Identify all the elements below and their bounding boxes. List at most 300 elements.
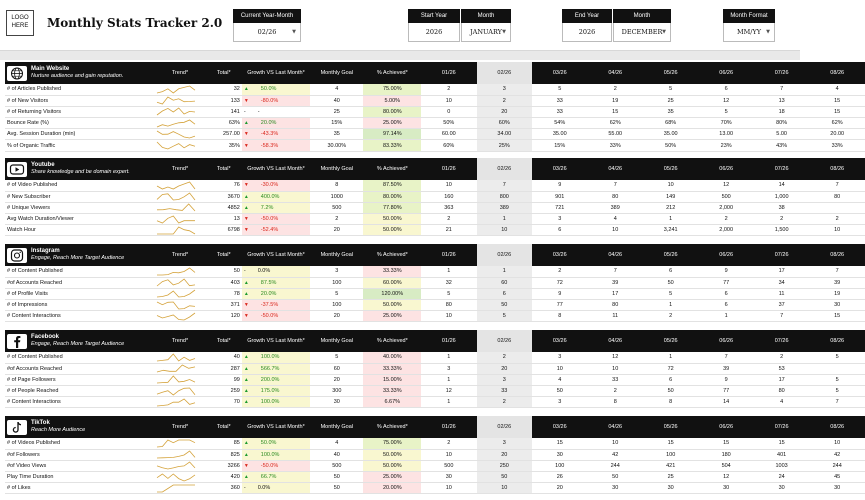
month-value[interactable]: 33% (587, 140, 642, 151)
goal-value[interactable]: 5 (310, 288, 363, 299)
month-value[interactable]: 4 (532, 374, 587, 385)
month-value[interactable]: 2 (587, 386, 642, 397)
month-value[interactable]: 62% (587, 118, 642, 129)
globe-icon (7, 66, 27, 81)
goal-value[interactable]: 1000 (310, 191, 363, 202)
metric-label: # of Video Published (5, 180, 154, 191)
goal-value[interactable]: 5 (310, 352, 363, 363)
month-value[interactable]: 13.00 (698, 129, 753, 140)
goal-value[interactable]: 35 (310, 129, 363, 140)
table-row (5, 483, 865, 494)
month-value[interactable]: 10 (587, 438, 642, 449)
month-value[interactable]: 4 (809, 84, 865, 95)
month-value[interactable]: 401 (754, 449, 809, 460)
total-value: 85 (206, 438, 242, 449)
metric-label: # of Content Published (5, 352, 154, 363)
goal-value[interactable]: 30 (310, 397, 363, 408)
month-value[interactable]: 33 (587, 374, 642, 385)
month-value[interactable]: 1 (477, 266, 532, 277)
goal-value[interactable]: 25 (310, 106, 363, 117)
month-value[interactable]: 30 (754, 483, 809, 494)
month-value[interactable]: 3,241 (643, 225, 698, 236)
goal-value[interactable]: 4 (310, 84, 363, 95)
month-value[interactable]: 18 (754, 106, 809, 117)
section-description: Reach More Audience (31, 427, 86, 433)
month-value[interactable]: 80 (587, 191, 642, 202)
month-value[interactable]: 5 (809, 386, 865, 397)
trend-sparkline (156, 461, 196, 470)
month-value[interactable]: 9 (698, 374, 753, 385)
trend-sparkline (156, 85, 196, 94)
achieved-value: 25.00% (363, 472, 421, 483)
month-value[interactable]: 901 (532, 191, 587, 202)
month-value[interactable]: 1 (643, 352, 698, 363)
month-value[interactable]: 17 (754, 266, 809, 277)
metric-label: # Content Interactions (5, 397, 154, 408)
month-value[interactable]: 50% (421, 118, 476, 129)
month-value[interactable]: 12 (421, 386, 476, 397)
goal-value[interactable]: 500 (310, 202, 363, 213)
month-value[interactable]: 12 (698, 180, 753, 191)
month-value[interactable]: 1 (477, 214, 532, 225)
tiktok-icon (7, 420, 27, 435)
metric-label: # of Page Followers (5, 374, 154, 385)
month-value[interactable]: 45 (809, 472, 865, 483)
month-value[interactable]: 35.00 (532, 129, 587, 140)
month-value[interactable]: 8 (587, 397, 642, 408)
month-value[interactable]: 2 (421, 214, 476, 225)
growth-value: 100.0% (260, 399, 280, 406)
month-value[interactable]: 3 (477, 374, 532, 385)
facebook-icon (7, 334, 27, 349)
month-value[interactable]: 180 (698, 449, 753, 460)
month-value[interactable]: 3 (477, 438, 532, 449)
trend-cell (154, 140, 205, 151)
month-value[interactable]: 1 (698, 311, 753, 322)
month-value[interactable]: 6 (698, 300, 753, 311)
month-value[interactable]: 25 (643, 95, 698, 106)
month-value[interactable]: 80 (754, 386, 809, 397)
month-value[interactable]: 25% (477, 140, 532, 151)
month-value[interactable]: 20.00 (809, 129, 865, 140)
month-value[interactable]: 10 (421, 180, 476, 191)
month-value[interactable]: 5 (477, 311, 532, 322)
growth-value: 0.0% (257, 485, 271, 492)
month-value[interactable]: 800 (477, 191, 532, 202)
month-value[interactable]: 11 (587, 311, 642, 322)
month-value[interactable]: 20 (477, 363, 532, 374)
goal-value[interactable]: 8 (310, 180, 363, 191)
month-value[interactable]: 389 (477, 202, 532, 213)
month-value[interactable]: 149 (643, 191, 698, 202)
growth-cell (242, 386, 310, 397)
month-value[interactable]: 8 (643, 397, 698, 408)
month-value[interactable]: 60.00 (421, 129, 476, 140)
start-year-input[interactable]: 2026 (408, 23, 460, 42)
month-format-select[interactable] (723, 23, 775, 42)
month-value[interactable]: 53 (754, 363, 809, 374)
month-value[interactable]: 21 (421, 225, 476, 236)
month-value[interactable]: 77 (698, 386, 753, 397)
month-value[interactable]: 15 (809, 311, 865, 322)
col-total: Total* (206, 158, 242, 180)
month-value[interactable]: 4 (754, 397, 809, 408)
month-value[interactable]: 33 (477, 386, 532, 397)
col-month: 07/26 (754, 158, 809, 180)
month-value[interactable]: 42 (587, 449, 642, 460)
month-value[interactable]: 50 (643, 386, 698, 397)
month-value[interactable]: 12 (587, 352, 642, 363)
month-value[interactable]: 35.00 (643, 129, 698, 140)
month-value[interactable]: 15 (754, 438, 809, 449)
month-value[interactable]: 30 (698, 483, 753, 494)
metric-label: # of People Reached (5, 386, 154, 397)
month-value[interactable]: 2 (421, 438, 476, 449)
end-month-label: Month (613, 9, 671, 23)
month-value[interactable]: 24 (754, 472, 809, 483)
arrow-up-icon: ▲ (243, 204, 249, 211)
growth-cell (242, 460, 310, 471)
month-value[interactable]: 20 (532, 483, 587, 494)
month-value[interactable]: 504 (698, 460, 753, 471)
month-value[interactable]: 10 (587, 225, 642, 236)
month-value[interactable]: 500 (698, 191, 753, 202)
goal-value[interactable]: 3 (310, 266, 363, 277)
achieved-value: 50.00% (363, 225, 421, 236)
table-row (5, 84, 865, 95)
month-value[interactable]: 10 (532, 363, 587, 374)
month-value[interactable]: 72 (643, 363, 698, 374)
goal-value[interactable]: 100 (310, 300, 363, 311)
month-value[interactable]: 54% (532, 118, 587, 129)
month-value[interactable]: 10 (421, 311, 476, 322)
month-value[interactable]: 1 (421, 397, 476, 408)
month-value[interactable]: 2 (477, 95, 532, 106)
month-value[interactable]: 2,000 (698, 225, 753, 236)
trend-sparkline (156, 398, 196, 407)
month-value[interactable]: 5 (643, 288, 698, 299)
month-value[interactable]: 14 (698, 397, 753, 408)
month-value[interactable]: 10 (421, 95, 476, 106)
month-value[interactable]: 19 (809, 288, 865, 299)
month-value[interactable]: 2 (809, 214, 865, 225)
month-value[interactable]: 3 (532, 397, 587, 408)
month-value[interactable] (809, 363, 865, 374)
goal-value[interactable]: 2 (310, 214, 363, 225)
month-value[interactable]: 15 (587, 106, 642, 117)
month-value[interactable]: 1 (643, 214, 698, 225)
month-value[interactable]: 15% (532, 140, 587, 151)
col-trend: Trend* (154, 158, 205, 180)
goal-value[interactable]: 50 (310, 472, 363, 483)
goal-value[interactable]: 20 (310, 311, 363, 322)
trend-sparkline (156, 375, 196, 384)
month-value[interactable]: 5.00 (754, 129, 809, 140)
month-value[interactable]: 7 (809, 397, 865, 408)
month-value[interactable]: 30 (643, 483, 698, 494)
goal-value[interactable]: 40 (310, 449, 363, 460)
month-value[interactable]: 50 (532, 386, 587, 397)
month-value[interactable]: 7 (698, 352, 753, 363)
month-value[interactable]: 39 (698, 363, 753, 374)
growth-value: 87.5% (260, 279, 277, 286)
current-month-control (233, 9, 301, 44)
section-description: Share knowledge and be domain expert. (31, 169, 130, 175)
month-value[interactable]: 10 (477, 225, 532, 236)
section-description: Engage, Reach More Target Audience (31, 341, 125, 347)
month-value[interactable]: 100 (532, 460, 587, 471)
month-value[interactable]: 2 (698, 214, 753, 225)
month-value[interactable]: 9 (532, 288, 587, 299)
start-month-select[interactable] (461, 23, 511, 42)
current-month-label: Current Year-Month (233, 9, 301, 23)
month-value[interactable]: 7 (587, 180, 642, 191)
trend-sparkline (156, 364, 196, 373)
month-value[interactable]: 39 (587, 277, 642, 288)
month-value[interactable]: 10 (477, 483, 532, 494)
goal-value[interactable]: 300 (310, 386, 363, 397)
trend-sparkline (156, 226, 196, 235)
month-value[interactable]: 3 (532, 214, 587, 225)
col-month: 01/26 (421, 244, 476, 266)
month-value[interactable]: 3 (532, 352, 587, 363)
month-value[interactable]: 10 (587, 363, 642, 374)
month-value[interactable]: 6 (698, 84, 753, 95)
month-value[interactable]: 2 (754, 214, 809, 225)
growth-cell (242, 129, 310, 140)
section-name: Main Website (31, 66, 70, 72)
month-value[interactable]: 7 (809, 180, 865, 191)
month-value[interactable]: 2 (754, 352, 809, 363)
month-value[interactable]: 7 (477, 180, 532, 191)
goal-value[interactable]: 100 (310, 277, 363, 288)
month-value[interactable]: 33% (809, 140, 865, 151)
month-value[interactable]: 1 (643, 300, 698, 311)
month-value[interactable]: 68% (643, 118, 698, 129)
month-value[interactable]: 35 (643, 106, 698, 117)
month-value[interactable]: 25 (643, 472, 698, 483)
month-value[interactable] (809, 202, 865, 213)
month-value[interactable]: 0 (421, 106, 476, 117)
month-value[interactable]: 2 (643, 311, 698, 322)
month-value[interactable]: 7 (754, 84, 809, 95)
month-value[interactable]: 3 (421, 363, 476, 374)
month-value[interactable]: 1 (421, 374, 476, 385)
end-year-input[interactable]: 2026 (562, 23, 612, 42)
month-value[interactable]: 363 (421, 202, 476, 213)
month-value[interactable]: 50 (477, 472, 532, 483)
month-value[interactable]: 10 (809, 225, 865, 236)
month-value[interactable]: 26 (532, 472, 587, 483)
goal-value[interactable]: 30.00% (310, 140, 363, 151)
month-value[interactable]: 2 (477, 397, 532, 408)
total-value: 99 (206, 374, 242, 385)
start-month-control (461, 9, 511, 44)
month-value[interactable]: 15 (698, 438, 753, 449)
month-value[interactable]: 20 (477, 449, 532, 460)
month-value[interactable]: 1 (421, 352, 476, 363)
month-value[interactable]: 10 (421, 483, 476, 494)
total-value: 6798 (206, 225, 242, 236)
end-month-control (613, 9, 671, 44)
month-value[interactable]: 2,000 (698, 202, 753, 213)
month-value[interactable]: 1,000 (754, 191, 809, 202)
month-value[interactable]: 34 (754, 277, 809, 288)
goal-value[interactable]: 20 (310, 225, 363, 236)
month-value[interactable]: 30 (809, 300, 865, 311)
month-value[interactable]: 43% (754, 140, 809, 151)
month-value[interactable]: 11 (754, 288, 809, 299)
month-value[interactable]: 30 (421, 472, 476, 483)
month-value[interactable]: 17 (754, 374, 809, 385)
month-value[interactable]: 15 (809, 106, 865, 117)
end-month-select[interactable] (613, 23, 671, 42)
month-value[interactable]: 30 (587, 483, 642, 494)
month-value[interactable]: 50 (477, 300, 532, 311)
month-value[interactable]: 5 (421, 288, 476, 299)
month-format-control (723, 9, 775, 44)
month-value[interactable]: 60% (421, 140, 476, 151)
trend-sparkline (156, 107, 196, 116)
month-value[interactable]: 15 (532, 438, 587, 449)
trend-sparkline (156, 192, 196, 201)
goal-value[interactable]: 15% (310, 118, 363, 129)
month-value[interactable]: 42 (809, 449, 865, 460)
col-month: 08/26 (809, 62, 865, 84)
month-value[interactable]: 37 (754, 300, 809, 311)
month-value[interactable]: 60 (477, 277, 532, 288)
month-value[interactable]: 5 (643, 84, 698, 95)
trend-sparkline (156, 301, 196, 310)
month-value[interactable]: 10 (809, 438, 865, 449)
month-value[interactable]: 4 (587, 214, 642, 225)
month-value[interactable]: 62% (809, 118, 865, 129)
month-value[interactable]: 32 (421, 277, 476, 288)
month-value[interactable]: 50% (643, 140, 698, 151)
month-value[interactable]: 212 (643, 202, 698, 213)
month-value[interactable]: 34.00 (477, 129, 532, 140)
month-value[interactable]: 14 (754, 180, 809, 191)
month-value[interactable]: 6 (643, 374, 698, 385)
month-value[interactable]: 20 (477, 106, 532, 117)
month-value[interactable]: 30 (809, 483, 865, 494)
total-value: 40 (206, 352, 242, 363)
month-value[interactable]: 72 (532, 277, 587, 288)
month-value[interactable]: 39 (809, 277, 865, 288)
month-value[interactable]: 100 (643, 449, 698, 460)
section-description: Engage, Reach More Target Audience (31, 255, 125, 261)
month-value[interactable]: 80 (809, 191, 865, 202)
month-value[interactable]: 500 (421, 460, 476, 471)
month-value[interactable]: 80% (754, 118, 809, 129)
month-value[interactable]: 50 (643, 277, 698, 288)
month-value[interactable]: 77 (698, 277, 753, 288)
month-value[interactable]: 1003 (754, 460, 809, 471)
trend-cell (154, 460, 205, 471)
month-value[interactable]: 5 (809, 374, 865, 385)
month-value[interactable]: 1 (421, 266, 476, 277)
growth-value: 50.0% (260, 86, 277, 93)
month-value[interactable]: 7 (754, 311, 809, 322)
month-value[interactable]: 6 (643, 266, 698, 277)
current-month-select[interactable] (233, 23, 301, 42)
month-value[interactable]: 70% (698, 118, 753, 129)
month-value[interactable]: 2 (587, 84, 642, 95)
month-value[interactable]: 12 (698, 472, 753, 483)
goal-value[interactable]: 60 (310, 363, 363, 374)
month-value[interactable]: 15 (643, 438, 698, 449)
goal-value[interactable]: 20 (310, 374, 363, 385)
month-value[interactable]: 33 (532, 95, 587, 106)
month-value[interactable]: 10 (643, 180, 698, 191)
month-value[interactable]: 2 (477, 352, 532, 363)
month-value[interactable]: 5 (809, 352, 865, 363)
goal-value[interactable]: 50 (310, 483, 363, 494)
month-value[interactable]: 10 (421, 449, 476, 460)
col-month: 03/26 (532, 62, 587, 84)
month-value[interactable]: 2 (421, 84, 476, 95)
goal-value[interactable]: 40 (310, 95, 363, 106)
month-value[interactable]: 2 (532, 266, 587, 277)
month-value[interactable]: 77 (532, 300, 587, 311)
month-value[interactable]: 19 (587, 95, 642, 106)
total-value: 141 (206, 106, 242, 117)
month-value[interactable]: 244 (587, 460, 642, 471)
month-value[interactable]: 12 (698, 95, 753, 106)
goal-value[interactable]: 500 (310, 460, 363, 471)
month-value[interactable]: 60% (477, 118, 532, 129)
month-value[interactable]: 55.00 (587, 129, 642, 140)
month-value[interactable]: 721 (532, 202, 587, 213)
growth-value: -50.0% (260, 462, 279, 469)
month-value[interactable]: 6 (477, 288, 532, 299)
month-value[interactable]: 33 (532, 106, 587, 117)
month-value[interactable]: 160 (421, 191, 476, 202)
trend-sparkline (156, 215, 196, 224)
month-value[interactable]: 244 (809, 460, 865, 471)
month-value[interactable]: 50 (587, 472, 642, 483)
month-value[interactable]: 13 (754, 95, 809, 106)
month-value[interactable]: 6 (532, 225, 587, 236)
month-value[interactable]: 15 (809, 95, 865, 106)
month-value[interactable]: 3 (477, 84, 532, 95)
total-value: 360 (206, 483, 242, 494)
month-value[interactable]: 38 (754, 202, 809, 213)
month-value[interactable]: 421 (643, 460, 698, 471)
month-value[interactable]: 1,500 (754, 225, 809, 236)
month-format-value: MM/YY (736, 28, 762, 36)
month-value[interactable]: 389 (587, 202, 642, 213)
month-value[interactable]: 9 (698, 266, 753, 277)
goal-value[interactable]: 4 (310, 438, 363, 449)
month-value[interactable]: 9 (532, 180, 587, 191)
month-value[interactable]: 5 (698, 106, 753, 117)
trend-cell (154, 352, 205, 363)
month-value[interactable]: 7 (809, 266, 865, 277)
month-value[interactable]: 7 (587, 266, 642, 277)
month-value[interactable]: 8 (532, 311, 587, 322)
month-value[interactable]: 250 (477, 460, 532, 471)
month-value[interactable]: 6 (698, 288, 753, 299)
month-value[interactable]: 30 (532, 449, 587, 460)
month-value[interactable]: 80 (421, 300, 476, 311)
month-value[interactable]: 80 (587, 300, 642, 311)
month-value[interactable]: 5 (532, 84, 587, 95)
month-value[interactable]: 17 (587, 288, 642, 299)
col-month: 05/26 (643, 330, 698, 352)
month-value[interactable]: 23% (698, 140, 753, 151)
metric-label: #of Video Views (5, 460, 154, 471)
